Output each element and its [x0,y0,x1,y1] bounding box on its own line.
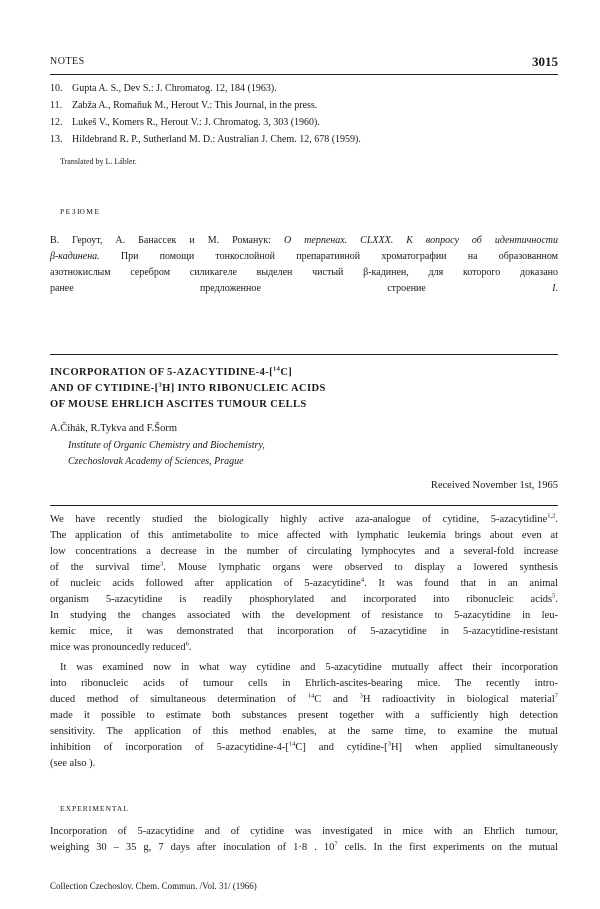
text: . Mouse lymphatic organs were observed to display a lowered synthesis [163,562,558,573]
resume-formula-ref: I [552,283,556,294]
reference-text: Zabža A., Romaňuk M., Herout V.: This Journal, in the press. [72,100,318,111]
exponent: 7 [334,840,338,848]
paragraph-line: In studying the changes associated with the development of resistance to 5-azacytidine in leu- [50,610,558,621]
reference-item [50,83,277,94]
reference-text: Gupta A. S., Dev S.: J. Chromatog. 12, 184 (1963). [72,83,277,94]
text: C and [314,694,360,705]
resume-heading: РЕЗЮМЕ [60,207,101,216]
received-date: Received November 1st, 1965 [430,480,558,491]
footer-citation: Collection Czechoslov. Chem. Commun. /Vol. 31/ (1966) [50,881,257,891]
resume-line [50,251,558,262]
paragraph-line: made it possible to estimate both substances present together with a sufficiently high detection [50,710,558,721]
citation: 7 [554,692,558,700]
paragraph-line: (see also ). [50,758,96,769]
paragraph-line [50,642,558,653]
paragraph-line: The application of this antimetabolite to mice affected with lymphatic leukemia brings about even at [50,530,558,541]
title-text: AND OF CYTIDINE-[ [50,383,159,394]
text: duced method of simultaneous determination of [50,694,308,705]
citation: 6 [185,640,189,648]
isotope-sup: 3 [387,740,391,748]
reference-number: 10. [50,83,63,94]
resume-line: азотнокислым серебром силикагеле выделен чистый β-кадинен, для которого доказано [50,267,558,278]
text: . [555,594,558,605]
reference-number: 11. [50,100,63,111]
institute-line: Czechoslovak Academy of Sciences, Prague [68,456,244,467]
paragraph-line [50,578,558,589]
title-text: C] [280,367,293,378]
article-rule [50,505,558,506]
paragraph-line [50,594,558,605]
text: of the survival time [50,562,161,573]
paragraph-line [50,514,558,525]
reference-text: Hildebrand R. P., Sutherland M. D.: Australian J. Chem. 12, 678 (1959). [72,134,361,145]
paragraph-line [50,842,558,853]
reference-item [50,117,320,128]
article-title-line [50,367,292,378]
paragraph-line: sensitivity. The application of this method enables, at the same time, to examine the mutual [50,726,558,737]
text: We have recently studied the biologically highly active aza-analogue of cytidine, 5-azacytidine [50,514,548,525]
header-rule [50,74,558,75]
article-title-line: OF MOUSE EHRLICH ASCITES TUMOUR CELLS [50,399,307,410]
text: . [555,514,558,525]
text: . It was found that in an animal [364,578,558,589]
reference-number: 12. [50,117,63,128]
text: mice was pronouncedly reduced [50,642,186,653]
paragraph-line [50,562,558,573]
resume-authors: В. Героут, А. Банассек и М. Романук: [50,235,284,246]
paragraph-line [50,742,558,753]
text: H radioactivity in biological material [362,694,555,705]
article-authors: A.Čihák, R.Tykva and F.Šorm [50,423,178,434]
paragraph-line: It was examined now in what way cytidine and 5-azacytidine mutually affect their incorporation [60,662,558,673]
paragraph-line: kemic mice, it was demonstrated that incorporation of 5-azacytidine in 5-azacytidine-resistant [50,626,558,637]
isotope-sup: 3 [359,692,363,700]
reference-item [50,134,361,145]
citation: 3 [160,560,164,568]
experimental-heading: EXPERIMENTAL [60,804,129,813]
text: organism 5-azacytidine is readily phosphorylated and incorporated into ribonucleic acids [50,594,553,605]
text: H] when applied simultaneously [390,742,558,753]
text: C] and cytidine-[ [295,742,388,753]
paragraph-line [50,694,558,705]
text: inhibition of incorporation of 5-azacytidine-4-[ [50,742,289,753]
citation: 1,2 [547,512,556,520]
section-rule [50,354,558,355]
article-title-line [50,383,326,394]
paragraph-line: into ribonucleic acids of tumour cells in Ehrlich-ascites-bearing mice. The recently intro- [50,678,558,689]
reference-text: Lukeš V., Komers R., Herout V.: J. Chromatog. 3, 303 (1960). [72,117,320,128]
citation: 5 [552,592,556,600]
title-sup: 3 [158,381,163,389]
text: weighing 30 – 35 g, 7 days after inoculation of 1·8 . 10 [50,842,335,853]
institute-line: Institute of Organic Chemistry and Biochemistry, [68,440,265,451]
resume-text: ранее предложенное строение [50,283,553,294]
text: cells. In the first experiments on the mutual [337,842,558,853]
paragraph-line: Incorporation of 5-azacytidine and of cytidine was investigated in mice with an Ehrlich tumour, [50,826,558,837]
resume-line [50,235,558,246]
text: . [188,642,192,653]
title-text: INCORPORATION OF 5-AZACYTIDINE-4-[ [50,367,274,378]
resume-text: . [555,283,558,294]
reference-item [50,100,317,111]
paragraph-line: low concentrations a decrease in the number of circulating lymphocytes and a several-fold increase [50,546,558,557]
citation: 4 [360,576,365,584]
resume-title: О терпенах. CLXXX. К вопросу об идентичности [283,235,559,246]
running-head: NOTES [50,56,85,67]
title-text: H] INTO RIBONUCLEIC ACIDS [162,383,326,394]
page-number: 3015 [532,54,558,69]
text: of nucleic acids followed after application of 5-azacytidine [50,578,361,589]
resume-title-cont: β-кадинена. [50,251,100,262]
reference-number: 13. [50,134,63,145]
isotope-sup: 14 [307,692,315,700]
translator-credit: Translated by L. Lábler. [60,157,137,166]
title-sup: 14 [273,365,281,373]
resume-line [50,283,558,294]
resume-text: При помощи тонкослойной препаративной хроматографии на образованном [99,251,558,262]
isotope-sup: 14 [288,740,296,748]
